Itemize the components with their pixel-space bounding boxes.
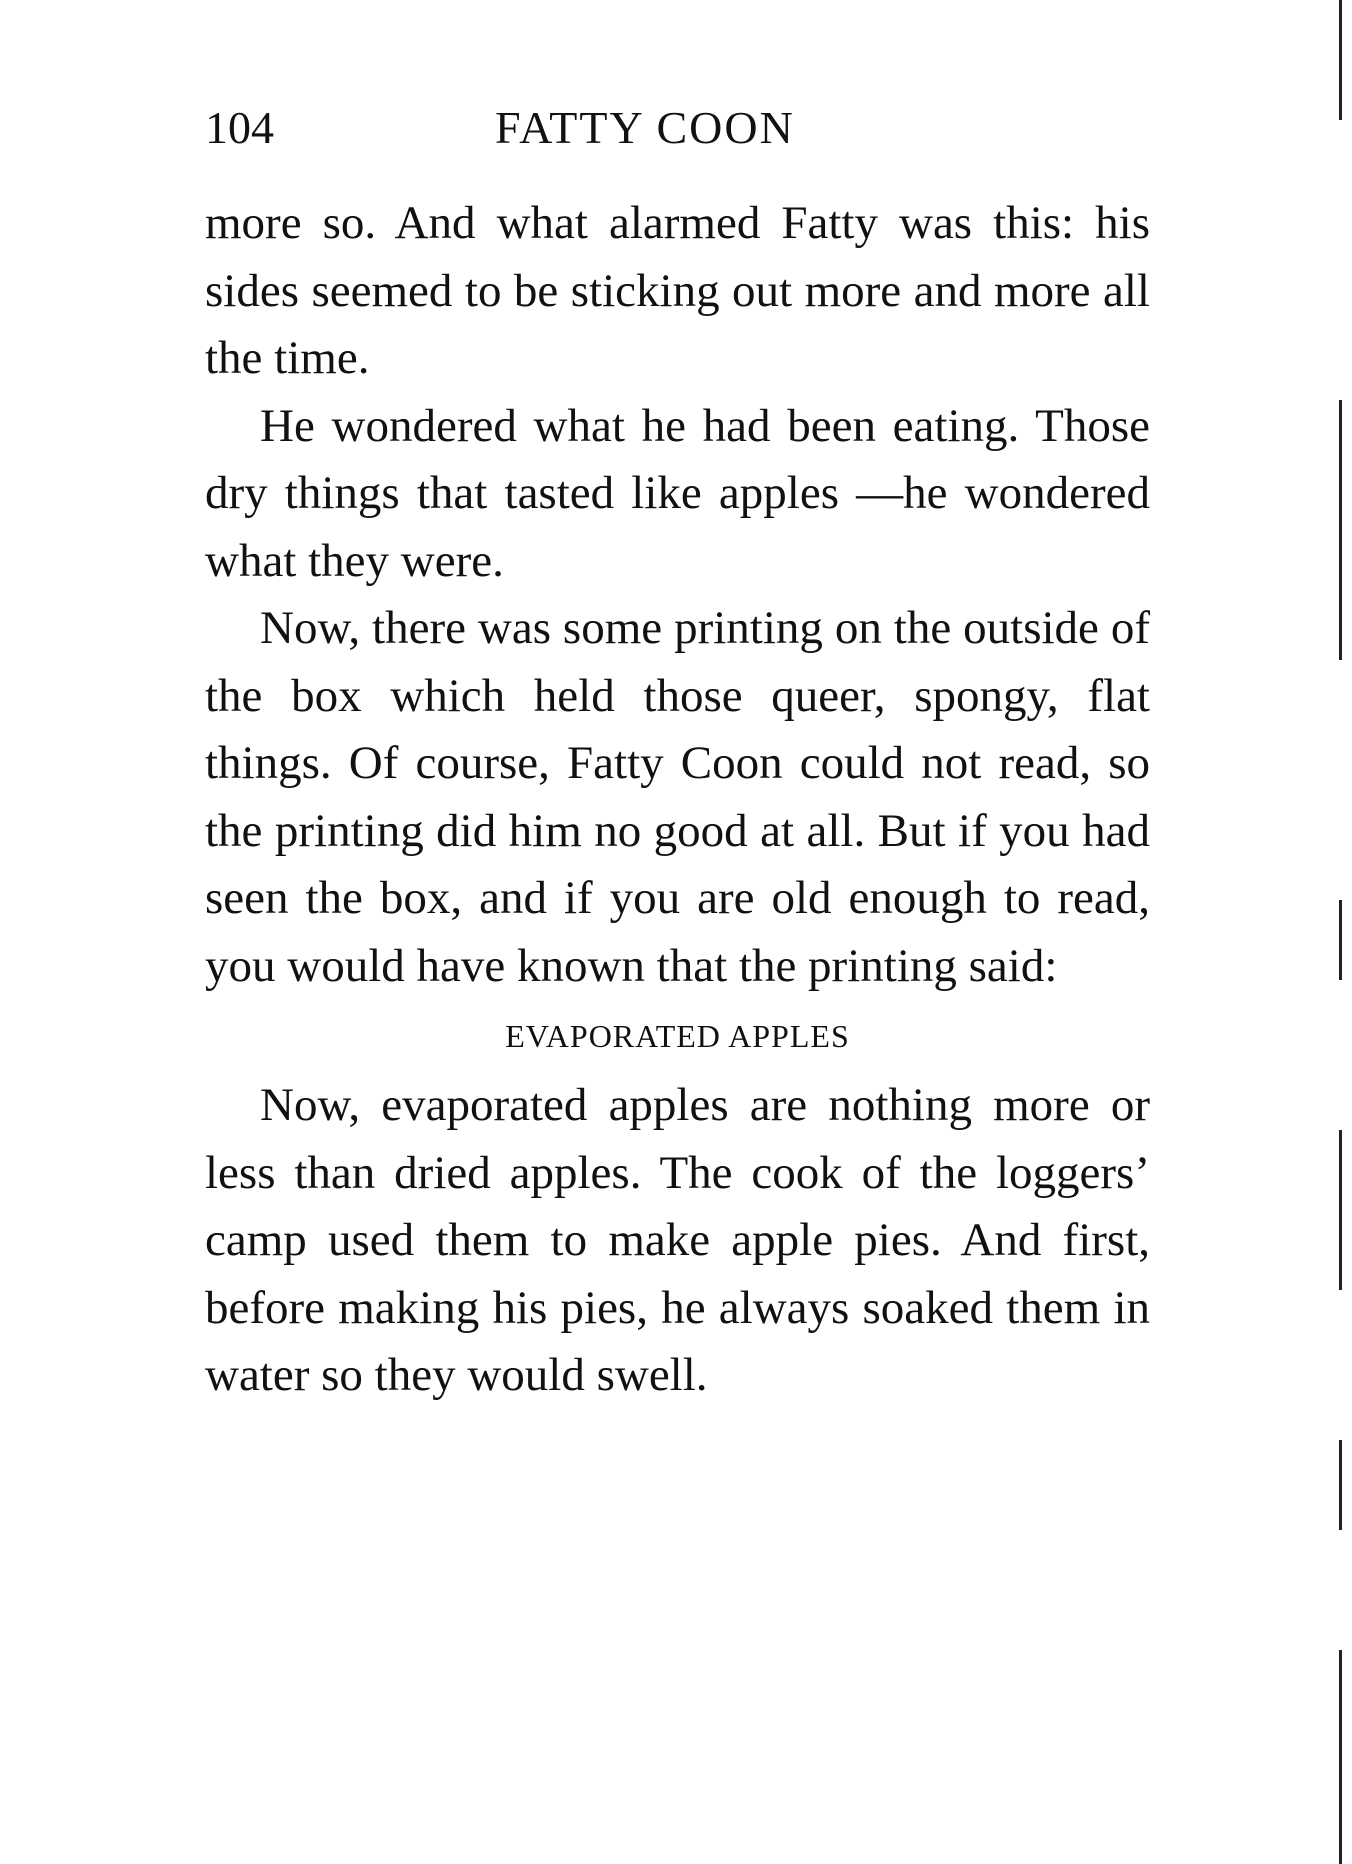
page-edge-mark [1339, 1650, 1342, 1864]
page-edge-mark [1339, 0, 1342, 120]
book-title: FATTY COON [495, 102, 795, 153]
paragraph-wondered: He wondered what he had been eating. Those dry things that tasted like apples —he wondered what they were. [205, 399, 1150, 587]
page-edge-mark [1339, 400, 1342, 660]
page-edge-mark [1339, 1440, 1342, 1530]
paragraph-printing: Now, there was some printing on the outside of the box which held those queer, spongy, flat things. Of course, Fatty Coon could not read, so the printing did him no good at all. But if you had seen the box, and if you are old enough to read, you would have known that the printing said: [205, 602, 1150, 992]
running-head [205, 98, 1150, 158]
body-text [205, 190, 1150, 1410]
page-edge-mark [1339, 900, 1342, 980]
page-edge-mark [1339, 1130, 1342, 1290]
box-label: EVAPORATED APPLES [505, 1018, 850, 1054]
paragraph-evaporated-apples: Now, evaporated apples are nothing more or less than dried apples. The cook of the loggers’ camp used them to make apple pies. And first, before making his pies, he always soaked them in water so they would swell. [205, 1079, 1150, 1401]
paragraph-continuation: more so. And what alarmed Fatty was this: his sides seemed to be sticking out more and more all the time. [205, 197, 1150, 384]
page-number: 104 [205, 102, 274, 153]
